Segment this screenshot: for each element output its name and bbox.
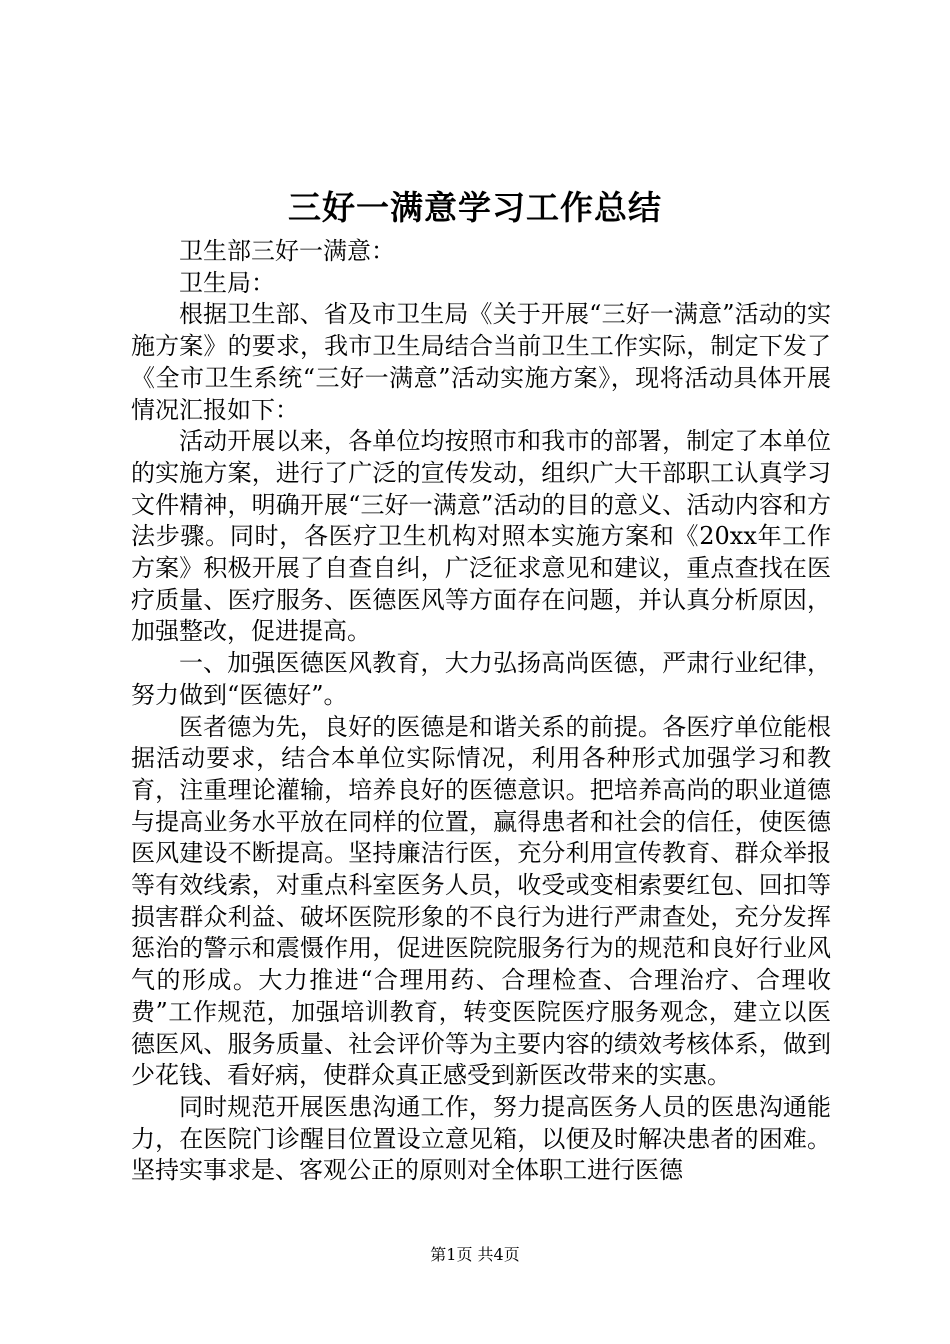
document-body	[131, 236, 831, 1187]
salutation-line-2: 卫生局：	[179, 268, 275, 297]
document-title: 三好一满意学习工作总结	[288, 188, 662, 227]
activity-paragraph: 活动开展以来，各单位均按照市和我市的部署，制定了本单位的实施方案，进行了广泛的宣传发动，组织广大干部职工认真学习文件精神，明确开展“三好一满意”活动的目的意义、活动内容和方法步骤。同时，各医疗卫生机构对照本实施方案和《20xx年工作方案》积极开展了自查自纠，广泛征求意见和建议，重点查找在医疗质量、医疗服务、医德医风等方面存在问题，并认真分析原因，加强整改，促进提高。	[131, 427, 831, 646]
intro-paragraph: 根据卫生部、省及市卫生局《关于开展“三好一满意”活动的实施方案》的要求，我市卫生局结合当前卫生工作实际，制定下发了《全市卫生系统“三好一满意”活动实施方案》，现将活动具体开展情况汇报如下：	[131, 300, 831, 424]
section-heading-1: 一、加强医德医风教育，大力弘扬高尚医德，严肃行业纪律，努力做到“医德好”。	[131, 649, 831, 709]
ethics-paragraph: 医者德为先，良好的医德是和谐关系的前提。各医疗单位能根据活动要求，结合本单位实际情况，利用各种形式加强学习和教育，注重理论灌输，培养良好的医德意识。把培养高尚的职业道德与提高业务水平放在同样的位置，赢得患者和社会的信任，使医德医风建设不断提高。坚持廉洁行医，充分利用宣传教育、群众举报等有效线索，对重点科室医务人员，收受或变相索要红包、回扣等损害群众利益、破坏医院形象的不良行为进行严肃查处，充分发挥惩治的警示和震慑作用，促进医院院服务行为的规范和良好行业风气的形成。大力推进“合理用药、合理检查、合理治疗、合理收费”工作规范，加强培训教育，转变医院医疗服务观念，建立以医德医风、服务质量、社会评价等为主要内容的绩效考核体系，做到少花钱、看好病，使群众真正感受到新医改带来的实惠。	[131, 712, 831, 1090]
communication-paragraph: 同时规范开展医患沟通工作，努力提高医务人员的医患沟通能力，在医院门诊醒目位置设立意见箱，以便及时解决患者的困难。坚持实事求是、客观公正的原则对全体职工进行医德	[131, 1092, 831, 1185]
page-number-footer: 第1页 共4页	[430, 1245, 520, 1264]
salutation-line-1: 卫生部三好一满意：	[179, 237, 395, 265]
